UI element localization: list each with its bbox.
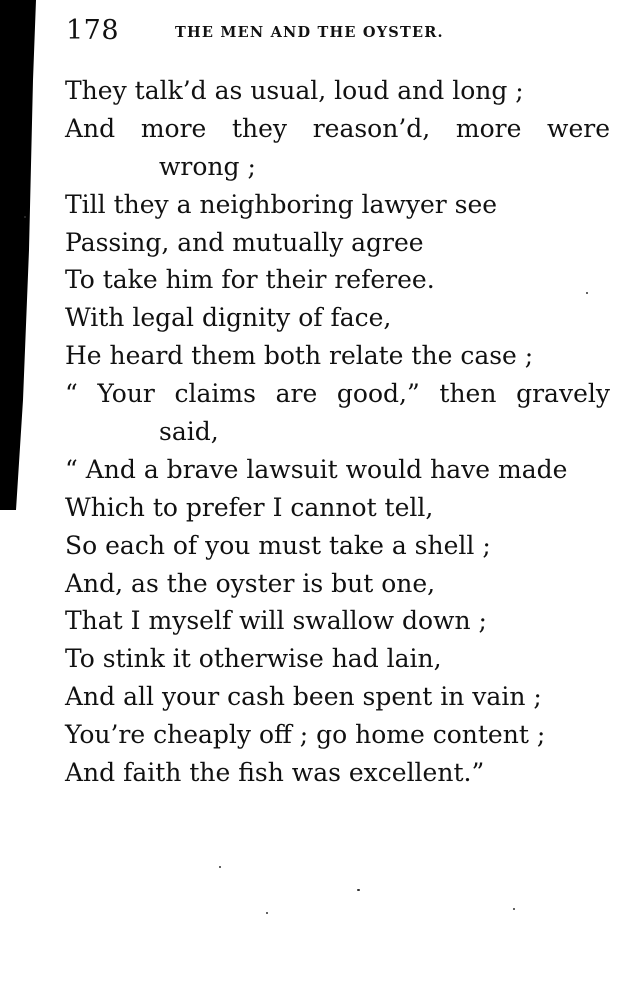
- poem-line: He heard them both relate the case ;: [65, 341, 534, 371]
- scan-speck: [586, 292, 588, 294]
- poem-line: To stink it otherwise had lain,: [65, 644, 442, 674]
- poem-line-turnover: wrong ;: [159, 151, 256, 181]
- poem-line: Passing, and mutually agree: [65, 227, 424, 257]
- poem-text: [65, 72, 610, 792]
- poem-line: They talk’d as usual, loud and long ;: [65, 76, 524, 105]
- poem-line: And faith the fish was excellent.”: [65, 758, 485, 788]
- page-gutter-shadow: [0, 0, 36, 991]
- poem-line: Till they a neighboring lawyer see: [65, 189, 498, 219]
- page-number: 178: [66, 15, 120, 46]
- scan-speck: [219, 866, 221, 868]
- poem-line: So each of you must take a shell ;: [65, 530, 491, 560]
- poem-line: And more they reason’d, more were: [65, 113, 610, 143]
- poem-line: “ And a brave lawsuit would have made: [65, 454, 568, 484]
- scan-speck: [513, 908, 515, 910]
- poem-line: And all your cash been spent in vain ;: [65, 682, 542, 712]
- scan-speck: [24, 216, 26, 218]
- scan-speck: [357, 889, 360, 891]
- poem-line: With legal dignity of face,: [65, 303, 392, 333]
- poem-line: You’re cheaply off ; go home content ;: [65, 720, 546, 750]
- scan-speck: [266, 912, 268, 914]
- poem-line: That I myself will swallow down ;: [65, 606, 487, 636]
- poem-line: To take him for their referee.: [65, 265, 435, 295]
- poem-line: “ Your claims are good,” then gravely: [65, 379, 610, 409]
- poem-line: Which to prefer I cannot tell,: [65, 492, 434, 522]
- running-title: THE MEN AND THE OYSTER.: [175, 24, 444, 41]
- poem-line-turnover: said,: [159, 417, 219, 447]
- poem-line: And, as the oyster is but one,: [65, 568, 436, 598]
